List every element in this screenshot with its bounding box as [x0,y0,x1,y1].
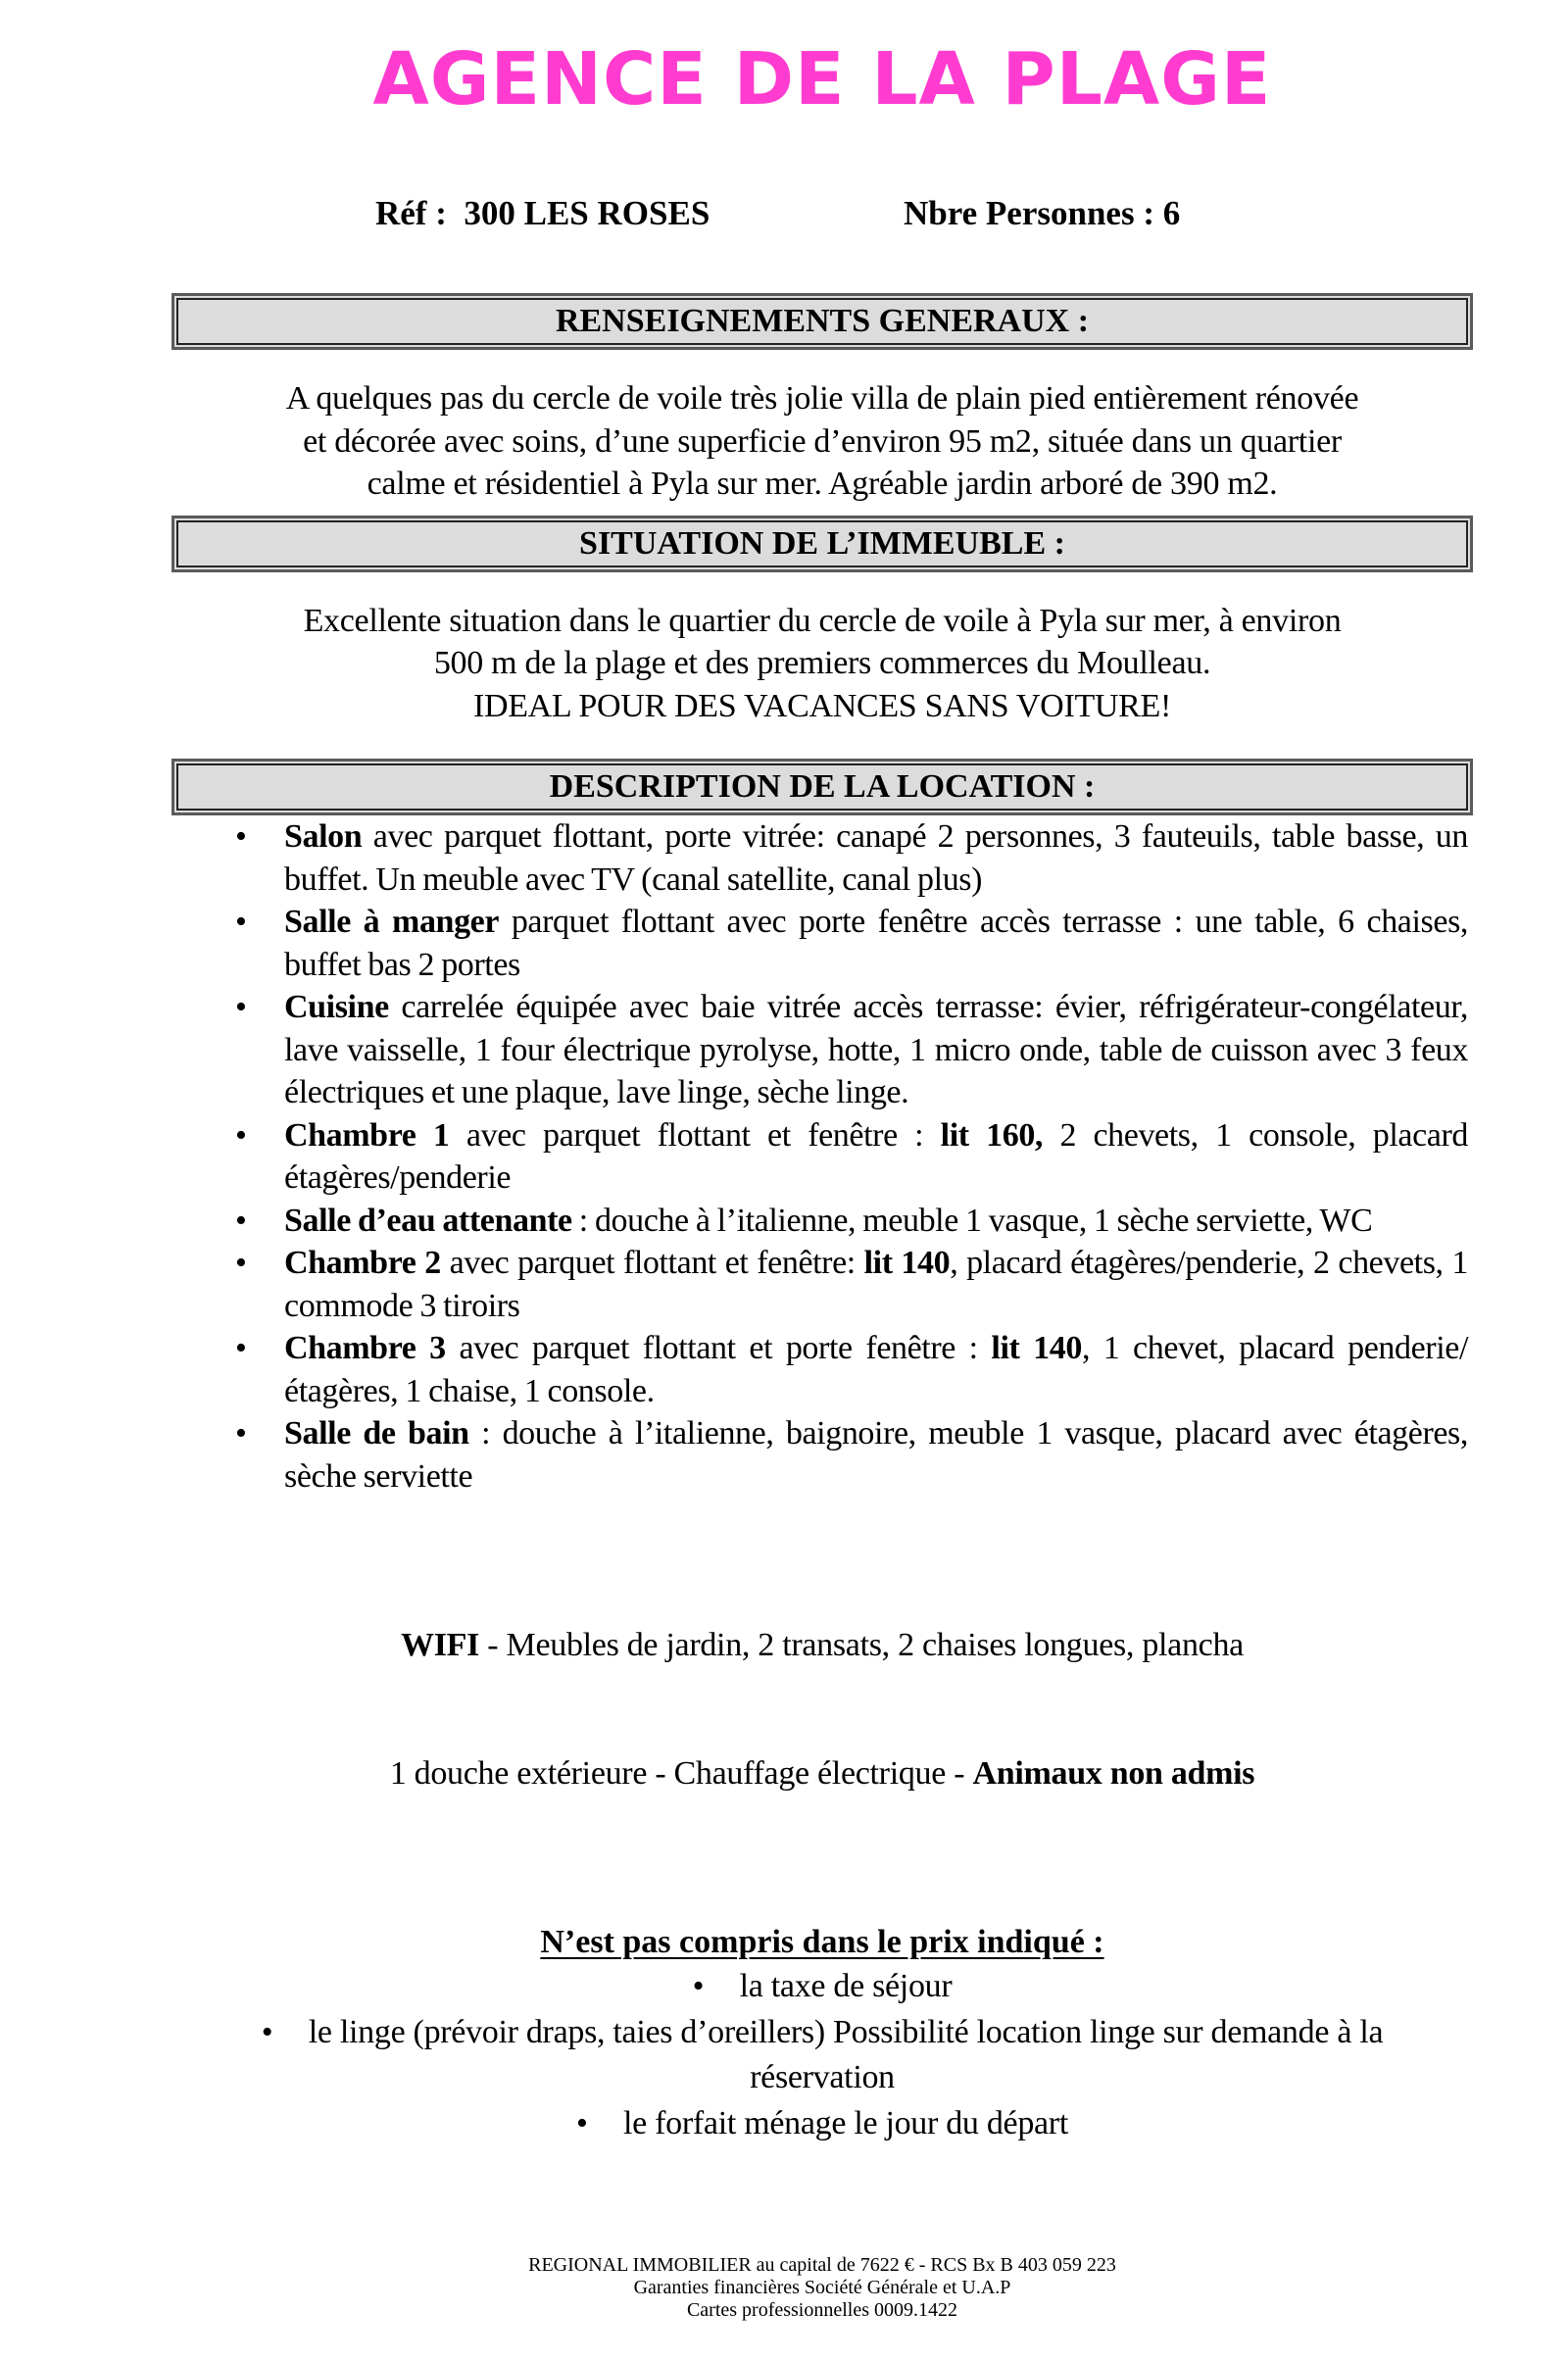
persons-count: Nbre Personnes : 6 [904,194,1181,232]
room-item [235,901,1468,986]
amenities [172,1539,1473,1880]
room-item [235,1412,1468,1498]
general-line: A quelques pas du cercle de voile très jolie villa de plain pied entièrement rénovée [285,380,1359,417]
footer-line: REGIONAL IMMOBILIER au capital de 7622 € - RCS Bx B 403 059 223 [528,2254,1116,2276]
bed-size: lit 160, [940,1116,1044,1154]
room-details-more: 2 chevets, 1 console, placard étagères/penderie [284,1116,1469,1196]
room-list [172,815,1468,1498]
room-name: Chambre 3 [284,1330,446,1366]
footer-line: Garanties financières Société Générale et U.A.P [633,2277,1011,2298]
bullet-icon: • [235,1245,247,1281]
section-heading-general: RENSEIGNEMENTS GENERAUX : [172,293,1473,350]
not-included-text: la taxe de séjour [739,1968,953,2004]
room-name: Chambre 2 [284,1245,441,1281]
not-included-item [172,1964,1473,2010]
room-name: Cuisine [284,989,389,1025]
bullet-icon: • [261,2013,273,2050]
general-description [172,377,1473,506]
room-details: avec parquet flottant et fenêtre: [440,1245,864,1281]
room-name: Salle à manger [284,904,500,940]
section-heading-description: DESCRIPTION DE LA LOCATION : [172,759,1473,815]
amenities-line-1 [172,1624,1473,1667]
not-included-item [172,2010,1473,2056]
room-item [235,1242,1468,1327]
room-details-more: , 1 chevet, placard penderie/étagères, 1 chaise, 1 console. [284,1330,1468,1409]
room-item [235,1200,1468,1243]
room-details: carrelée équipée avec baie vitrée accès terrasse: évier, réfrigérateur-congélateur, lave vaisselle, 1 four électrique pyrolyse, hotte, 1 micro onde, table de cuisson avec 3 feux électriques et une plaque, lave linge, sèche linge. [284,989,1468,1110]
not-included-heading [172,1921,1473,1964]
amenities-text: - Meubles de jardin, 2 transats, 2 chaises longues, plancha [479,1627,1244,1663]
footer-line: Cartes professionnelles 0009.1422 [686,2299,958,2321]
amenities-text: 1 douche extérieure - Chauffage électrique - [389,1754,973,1792]
room-details-more: , placard étagères/penderie, 2 chevets, 1 commode 3 tiroirs [284,1245,1468,1324]
situation-line: IDEAL POUR DES VACANCES SANS VOITURE! [472,687,1172,724]
bullet-icon: • [235,904,247,940]
situation-description [172,600,1473,728]
not-included-item [172,2101,1473,2147]
general-line: calme et résidentiel à Pyla sur mer. Agréable jardin arboré de 390 m2. [367,466,1278,502]
section-heading-situation: SITUATION DE L’IMMEUBLE : [172,516,1473,572]
bullet-icon: • [576,2104,588,2141]
not-included-text: le forfait ménage le jour du départ [623,2104,1068,2141]
bullet-icon: • [235,1202,247,1239]
room-details: : douche à l’italienne, meuble 1 vasque, 1 sèche serviette, WC [571,1202,1373,1239]
bed-size: lit 140 [863,1245,951,1281]
not-included-item-continuation: réservation [750,2059,895,2095]
bullet-icon: • [235,1330,247,1366]
room-details: avec parquet flottant, porte vitrée: canapé 2 personnes, 3 fauteuils, table basse, un buffet. Un meuble avec TV (canal satellite, canal plus) [284,818,1468,898]
room-name: Chambre 1 [284,1116,450,1154]
room-details: avec parquet flottant et fenêtre : [449,1116,941,1154]
not-included-text: le linge (prévoir draps, taies d’oreillers) Possibilité location linge sur demande à la [308,2013,1384,2050]
room-item [235,815,1468,901]
bullet-icon: • [692,1968,705,2004]
document-body [172,293,1473,2361]
not-included-heading-text: N’est pas compris dans le prix indiqué : [540,1924,1104,1960]
room-item [235,986,1468,1114]
situation-line: Excellente situation dans le quartier du cercle de voile à Pyla sur mer, à environ [303,602,1342,639]
room-details: parquet flottant avec porte fenêtre accès terrasse : une table, 6 chaises, buffet bas 2 portes [284,904,1468,983]
agency-title: AGENCE DE LA PLAGE [372,37,1272,122]
pets-policy: Animaux non admis [972,1754,1255,1792]
bed-size: lit 140 [991,1330,1082,1366]
situation-line: 500 m de la plage et des premiers commerces du Moulleau. [433,645,1211,681]
bullet-icon: • [235,818,247,855]
bullet-icon: • [235,1116,247,1154]
wifi-label: WIFI [401,1627,480,1663]
room-details: : douche à l’italienne, baignoire, meuble 1 vasque, placard avec étagères, sèche serviette [284,1415,1468,1495]
room-name: Salon [284,818,363,855]
bullet-icon: • [235,989,247,1025]
bullet-icon: • [235,1415,247,1451]
room-item [235,1114,1468,1200]
general-line: et décorée avec soins, d’une superficie d’environ 95 m2, située dans un quartier [303,422,1342,460]
room-item [235,1327,1468,1412]
room-name: Salle d’eau attenante [284,1202,572,1239]
room-name: Salle de bain [284,1415,469,1451]
not-included-list [172,1964,1473,2146]
room-details: avec parquet flottant et porte fenêtre : [445,1330,992,1366]
property-reference: Réf : 300 LES ROSES [375,194,710,232]
amenities-line-2 [172,1752,1473,1795]
legal-footer [172,2254,1473,2361]
